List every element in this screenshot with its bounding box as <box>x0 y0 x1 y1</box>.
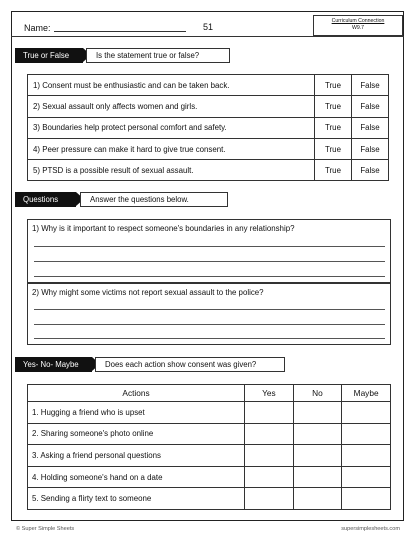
yes-cell[interactable] <box>245 488 294 510</box>
footer-website: supersimplesheets.com <box>341 526 400 532</box>
questions-tab: Questions <box>15 192 76 207</box>
table-row <box>28 138 389 159</box>
no-cell[interactable] <box>293 402 342 424</box>
table-row <box>28 423 391 445</box>
table-row <box>28 445 391 467</box>
table-row <box>28 402 391 424</box>
statement-text: 2) Sexual assault only affects women and girls. <box>28 96 315 117</box>
table-row <box>28 488 391 510</box>
true-option[interactable]: True <box>315 160 352 181</box>
no-cell[interactable] <box>293 445 342 467</box>
action-text: 5. Sending a flirty text to someone <box>28 488 245 510</box>
yes-cell[interactable] <box>245 402 294 424</box>
action-text: 3. Asking a friend personal questions <box>28 445 245 467</box>
maybe-cell[interactable] <box>342 402 391 424</box>
header-no: No <box>293 385 342 402</box>
action-text: 1. Hugging a friend who is upset <box>28 402 245 424</box>
false-option[interactable]: False <box>352 117 389 138</box>
curriculum-title: Curriculum Connection <box>331 18 385 24</box>
false-option[interactable]: False <box>352 75 389 96</box>
maybe-cell[interactable] <box>342 488 391 510</box>
question-1-text: 1) Why is it important to respect someone's boundaries in any relationship? <box>32 224 295 233</box>
true-option[interactable]: True <box>315 117 352 138</box>
name-field[interactable] <box>24 22 186 33</box>
true-false-tab: True or False <box>15 48 83 63</box>
action-text: 2. Sharing someone's photo online <box>28 423 245 445</box>
name-label: Name: <box>24 23 51 33</box>
table-row <box>28 96 389 117</box>
questions-prompt: Answer the questions below. <box>80 192 228 207</box>
answer-line[interactable] <box>34 324 385 325</box>
yes-cell[interactable] <box>245 466 294 488</box>
yes-no-maybe-header-row <box>28 385 391 402</box>
header-divider <box>11 36 404 37</box>
true-option[interactable]: True <box>315 138 352 159</box>
statement-text: 1) Consent must be enthusiastic and can be taken back. <box>28 75 315 96</box>
yes-cell[interactable] <box>245 445 294 467</box>
false-option[interactable]: False <box>352 138 389 159</box>
name-line[interactable] <box>54 22 186 32</box>
yes-no-maybe-prompt: Does each action show consent was given? <box>95 357 285 372</box>
table-row <box>28 75 389 96</box>
yes-no-maybe-table <box>27 384 391 510</box>
maybe-cell[interactable] <box>342 445 391 467</box>
no-cell[interactable] <box>293 423 342 445</box>
statement-text: 5) PTSD is a possible result of sexual assault. <box>28 160 315 181</box>
maybe-cell[interactable] <box>342 466 391 488</box>
true-option[interactable]: True <box>315 96 352 117</box>
table-row <box>28 466 391 488</box>
header-yes: Yes <box>245 385 294 402</box>
answer-line[interactable] <box>34 276 385 277</box>
table-row <box>28 117 389 138</box>
true-false-table <box>27 74 389 181</box>
true-option[interactable]: True <box>315 75 352 96</box>
page-number: 51 <box>203 22 214 32</box>
answer-line[interactable] <box>34 246 385 247</box>
true-false-prompt: Is the statement true or false? <box>86 48 230 63</box>
no-cell[interactable] <box>293 488 342 510</box>
footer-copyright: © Super Simple Sheets <box>16 526 75 532</box>
yes-no-maybe-tab: Yes- No- Maybe <box>15 357 92 372</box>
answer-line[interactable] <box>34 309 385 310</box>
header-maybe: Maybe <box>342 385 391 402</box>
statement-text: 4) Peer pressure can make it hard to give true consent. <box>28 138 315 159</box>
curriculum-connection-box <box>313 15 403 36</box>
no-cell[interactable] <box>293 466 342 488</box>
question-box-1 <box>27 219 391 283</box>
table-row <box>28 160 389 181</box>
action-text: 4. Holding someone's hand on a date <box>28 466 245 488</box>
statement-text: 3) Boundaries help protect personal comfort and safety. <box>28 117 315 138</box>
question-box-2 <box>27 283 391 345</box>
false-option[interactable]: False <box>352 160 389 181</box>
maybe-cell[interactable] <box>342 423 391 445</box>
header-actions: Actions <box>28 385 245 402</box>
question-2-text: 2) Why might some victims not report sexual assault to the police? <box>32 288 264 297</box>
yes-cell[interactable] <box>245 423 294 445</box>
false-option[interactable]: False <box>352 96 389 117</box>
answer-line[interactable] <box>34 338 385 339</box>
answer-line[interactable] <box>34 261 385 262</box>
curriculum-code: W9.7 <box>351 25 365 31</box>
